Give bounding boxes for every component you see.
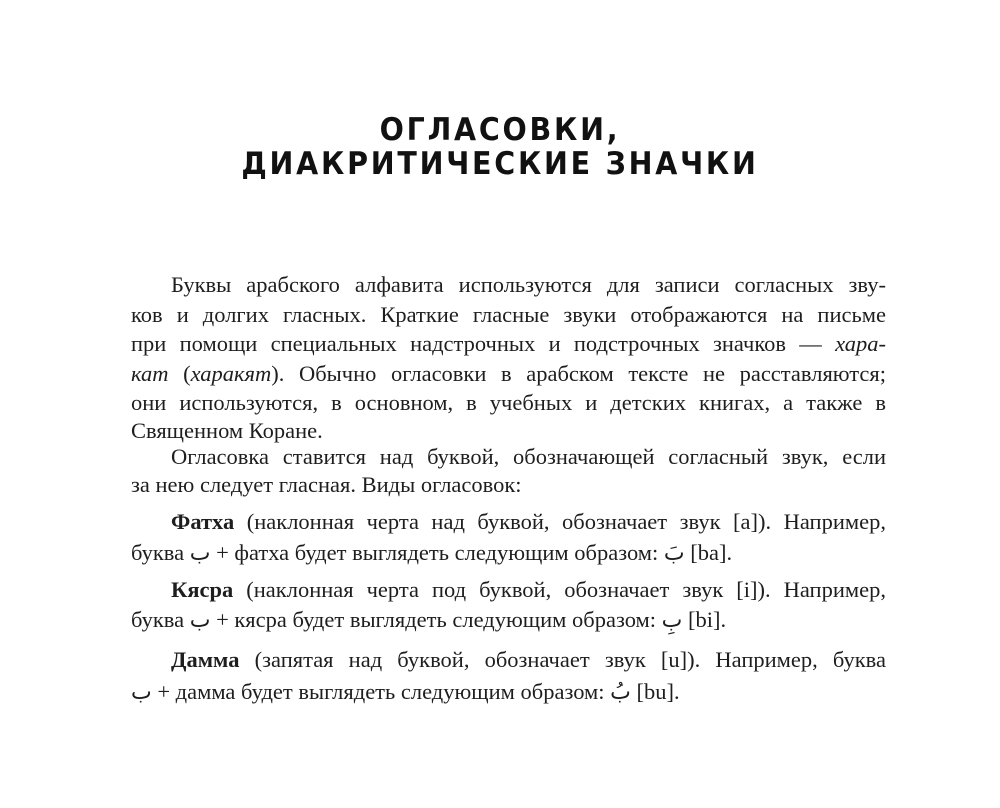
term-kasra: Кясра [171, 577, 234, 602]
damma-example [131, 679, 886, 706]
text: [bu]. [630, 679, 680, 704]
italic-term: кат [131, 361, 169, 386]
text: буква [131, 607, 190, 632]
text: + дамма будет выглядеть следующим образом: [151, 679, 611, 704]
arabic-vocalized: بَ [663, 541, 685, 566]
arabic-vocalized: بُ [610, 680, 631, 705]
text: + фатха будет выглядеть следующим образом: [210, 540, 664, 565]
arabic-letter: ب [189, 541, 211, 566]
italic-term: харакят [190, 361, 272, 386]
text-line: за нею следует гласная. Виды огласовок: [131, 472, 522, 497]
text: при помощи специальных надстрочных и подстрочных значков — [131, 331, 836, 356]
fatha-description [131, 509, 886, 535]
text: + кясра будет выглядеть следующим образом: [210, 607, 662, 632]
text-line [131, 361, 886, 387]
arabic-letter: ب [131, 680, 152, 705]
text-line: Огласовка ставится над буквой, обозначающей согласный звук, если [171, 444, 886, 469]
text: (запятая над буквой, обозначает звук [u]). Например, буква [239, 647, 886, 672]
text: [bi]. [682, 607, 727, 632]
text: ( [168, 361, 191, 386]
page-title-line-1: ОГЛАСОВКИ, [379, 112, 621, 148]
italic-term: хара- [835, 331, 886, 356]
term-damma: Дамма [171, 647, 240, 672]
term-fatha: Фатха [171, 509, 235, 534]
text: [ba]. [684, 540, 733, 565]
page-title-line-2: ДИАКРИТИЧЕСКИЕ ЗНАЧКИ [241, 146, 759, 182]
text: ). Обычно огласовки в арабском тексте не расставляются; [271, 361, 886, 386]
text: (наклонная черта под буквой, обозначает звук [i]). Например, [233, 577, 886, 602]
damma-description [131, 647, 886, 673]
text: буква [131, 540, 190, 565]
text-line [131, 331, 886, 357]
text-line: Священном Коране. [131, 418, 323, 443]
arabic-letter: ب [189, 608, 211, 633]
fatha-example [131, 540, 886, 567]
text-line: они используются, в основном, в учебных и детских книгах, а также в [131, 390, 886, 415]
text: (наклонная черта над буквой, обозначает звук [a]). Например, [234, 509, 886, 534]
text-line: Буквы арабского алфавита используются для записи согласных зву- [171, 272, 886, 297]
kasra-example [131, 607, 886, 634]
kasra-description [131, 577, 886, 603]
arabic-vocalized: بِ [661, 608, 683, 633]
text-line: ков и долгих гласных. Краткие гласные звуки отображаются на письме [131, 302, 886, 327]
